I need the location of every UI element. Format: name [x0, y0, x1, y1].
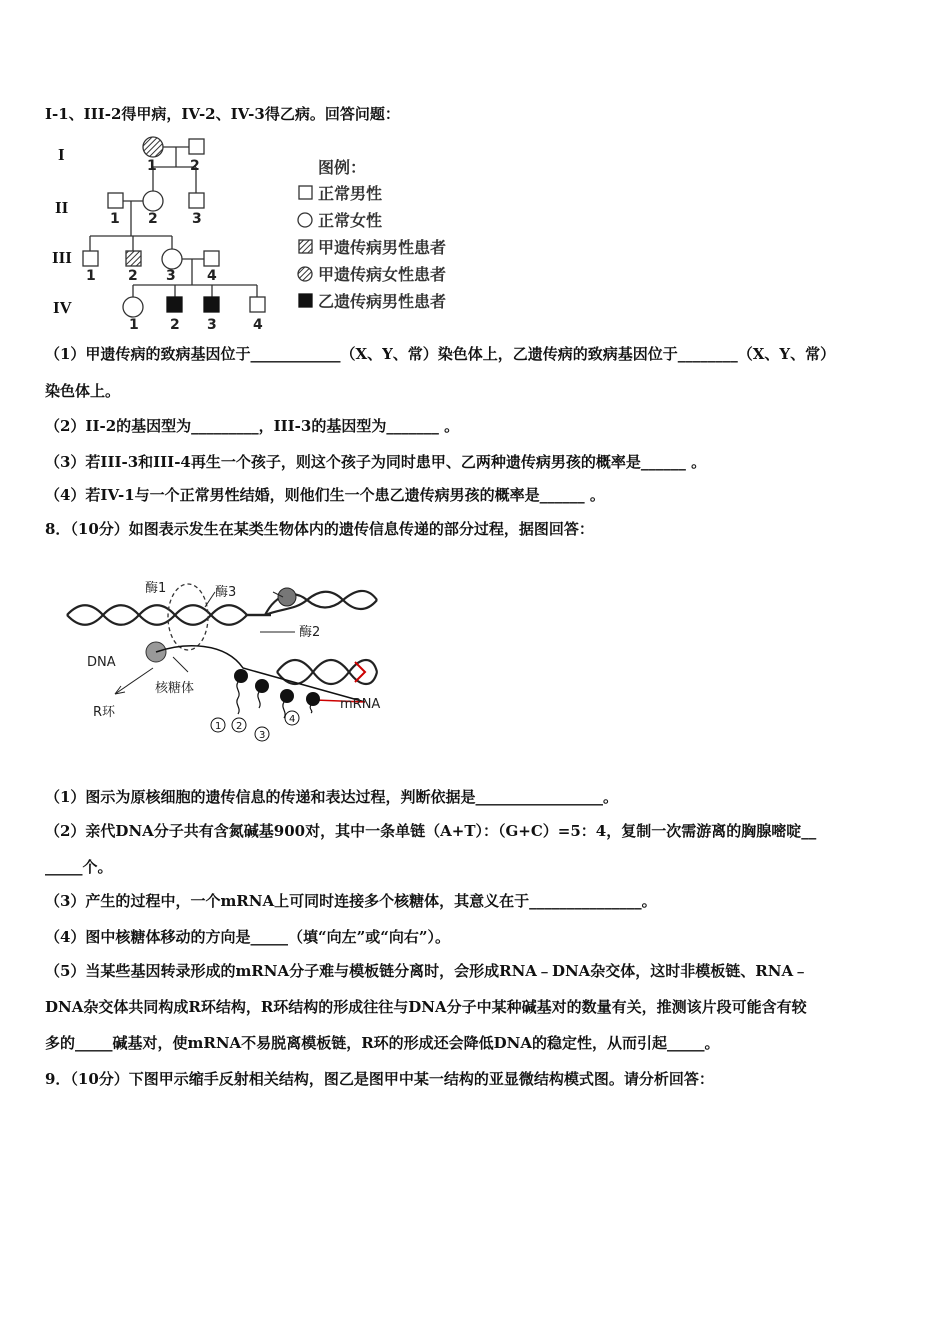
generation-label-i: I	[58, 145, 65, 164]
ii3-normal-male	[189, 193, 204, 208]
dna-strand-lower-a	[277, 660, 377, 684]
q8-part5-line2: DNA杂交体共同构成R环结构，R环结构的形成往往与DNA分子中某种碱基对的数量有关，推测该片段可能含有较	[45, 998, 807, 1016]
ribosome-pointer	[173, 657, 188, 672]
circle-num-4: 4	[289, 714, 296, 725]
iv3-affected-male	[204, 297, 219, 312]
num-iv3: 3	[207, 317, 217, 333]
iv2-affected-male	[167, 297, 182, 312]
peptide-4	[310, 705, 312, 713]
legend-normal-female: 正常女性	[318, 211, 383, 230]
dna-strand-lower-b	[277, 660, 377, 684]
q8-part5-line1: （5）当某些基因转录形成的mRNA分子难与模板链分离时，会形成RNA﹣DNA杂交体，这时非模板链、RNA﹣	[45, 962, 809, 980]
i2-normal-male	[189, 139, 204, 154]
label-ribosome: 核糖体	[155, 681, 195, 696]
legend-title: 图例：	[318, 158, 367, 177]
num-iii1: 1	[86, 268, 96, 284]
circle-num-3: 3	[259, 730, 266, 741]
legend-normal-male-symbol	[299, 186, 312, 199]
legend-normal-female-symbol	[298, 213, 312, 227]
iv4-normal-male	[250, 297, 265, 312]
ribosome-2	[255, 679, 269, 693]
iii2-affected-male	[126, 251, 141, 266]
num-ii1: 1	[110, 211, 120, 227]
ribosome-4	[306, 692, 320, 706]
label-enzyme1: 酶1	[145, 581, 167, 596]
num-iv4: 4	[253, 317, 263, 333]
legend-affected-a-female: 甲遗传病女性患者	[318, 265, 447, 284]
peptide-1	[237, 682, 239, 714]
q7-part3: （3）若III-3和III-4再生一个孩子，则这个孩子为同时患甲、乙两种遗传病男孩的概率是______ 。	[45, 453, 707, 471]
i1-affected-female	[143, 137, 163, 157]
label-enzyme2: 酶2	[299, 625, 321, 640]
generation-label-iii: III	[52, 248, 72, 267]
ribosome-3	[280, 689, 294, 703]
q8-header: 8．（10分）如图表示发生在某类生物体内的遗传信息传递的部分过程，据图回答：	[45, 520, 594, 538]
q8-part1: （1）图示为原核细胞的遗传信息的传递和表达过程，判断依据是_________________。	[45, 788, 618, 806]
num-iii4: 4	[207, 268, 217, 284]
transcription-diagram	[55, 572, 395, 752]
ribosome-1	[234, 669, 248, 683]
pedigree-svg	[0, 130, 480, 335]
label-rloop: R环	[93, 705, 116, 720]
q7-part1-line2: 染色体上。	[45, 382, 121, 400]
q7-part2: （2）II-2的基因型为_________，III-3的基因型为_______ 。	[45, 417, 460, 435]
legend-normal-male: 正常男性	[318, 184, 383, 203]
label-enzyme3: 酶3	[215, 585, 237, 600]
ii1-normal-male	[108, 193, 123, 208]
num-ii2: 2	[148, 211, 158, 227]
label-dna: DNA	[87, 655, 116, 670]
circle-num-2: 2	[236, 721, 243, 732]
generation-label-ii: II	[55, 198, 69, 217]
q8-part4: （4）图中核糖体移动的方向是_____（填“向左”或“向右”）。	[45, 928, 450, 946]
q8-part2-line1: （2）亲代DNA分子共有含氮碱基900对，其中一条单链（A+T）：（G+C）=5：4，复制一次需游离的胸腺嘧啶__	[45, 822, 817, 840]
generation-label-iv: IV	[53, 298, 72, 317]
q7-part4: （4）若IV-1与一个正常男性结婚，则他们生一个患乙遗传病男孩的概率是______ 。	[45, 486, 605, 504]
enzyme1-pointer	[205, 592, 215, 607]
q7-part1-line1: （1）甲遗传病的致病基因位于____________（X、Y、常）染色体上，乙遗传病的致病基因位于________（X、Y、常）	[45, 345, 836, 363]
num-iii2: 2	[128, 268, 138, 284]
num-i1: 1	[147, 158, 157, 174]
legend-affected-a-female-symbol	[298, 267, 312, 281]
q9-header: 9．（10分）下图甲示缩手反射相关结构，图乙是图甲中某一结构的亚显微结构模式图。请分析回答：	[45, 1070, 714, 1088]
num-ii3: 3	[192, 211, 202, 227]
iii1-normal-male	[83, 251, 98, 266]
peptide-3	[283, 702, 285, 718]
circle-num-1: 1	[215, 721, 222, 732]
legend-affected-a-male: 甲遗传病男性患者	[318, 238, 447, 257]
num-iii3: 3	[166, 268, 176, 284]
intro-text: I-1、III-2得甲病，IV-2、IV-3得乙病。回答问题：	[45, 105, 400, 123]
peptide-2	[258, 692, 260, 708]
num-i2: 2	[190, 158, 200, 174]
num-iv1: 1	[129, 317, 139, 333]
q8-part3: （3）产生的过程中，一个mRNA上可同时连接多个核糖体，其意义在于_______________。	[45, 892, 657, 910]
legend-affected-b-male-symbol	[299, 294, 312, 307]
enzyme3-blob	[278, 588, 296, 606]
iv1-normal-female	[123, 297, 143, 317]
iii3-normal-female	[162, 249, 182, 269]
legend-affected-a-male-symbol	[299, 240, 312, 253]
legend-affected-b-male: 乙遗传病男性患者	[318, 292, 447, 311]
q8-part5-line3: 多的_____碱基对，使mRNA不易脱离模板链，R环的形成还会降低DNA的稳定性，从而引起_____。	[45, 1034, 720, 1052]
num-iv2: 2	[170, 317, 180, 333]
label-mrna: mRNA	[340, 697, 381, 712]
ii2-normal-female	[143, 191, 163, 211]
iii4-normal-male	[204, 251, 219, 266]
rloop-arrow	[115, 668, 153, 694]
q8-part2-line2: _____个。	[45, 858, 113, 876]
